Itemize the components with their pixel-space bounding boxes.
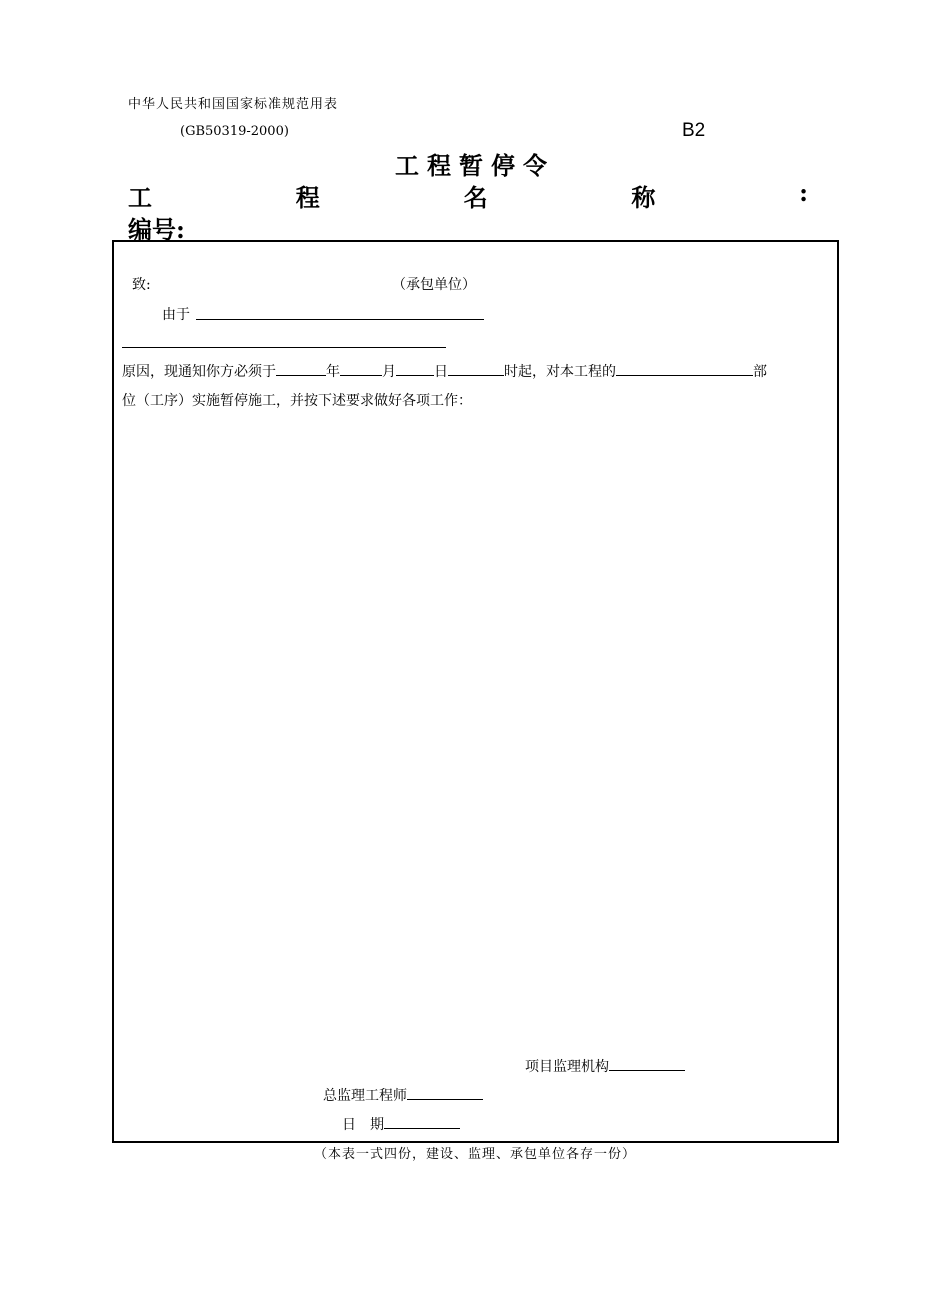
project-name-label <box>128 178 808 213</box>
project-name-char: 名 <box>463 183 488 212</box>
date-label: 日 期 <box>342 1117 384 1133</box>
standard-code: (GB50319-2000) <box>180 124 289 139</box>
due-to-label: 由于 <box>162 307 190 323</box>
date-signature <box>342 1114 460 1134</box>
org-label: 项目监理机构 <box>525 1059 609 1075</box>
work-requirement-text: 位（工序）实施暂停施工，并按下述要求做好各项工作： <box>122 393 472 409</box>
contractor-label: （承包单位） <box>392 277 476 293</box>
time-label: 时起，对本工程的 <box>504 364 616 380</box>
standard-label: 中华人民共和国国家标准规范用表 <box>128 97 339 112</box>
month-field[interactable] <box>340 361 382 376</box>
due-to-field[interactable] <box>196 304 484 320</box>
chief-signature <box>323 1085 483 1105</box>
due-to-field-continued[interactable] <box>122 334 446 348</box>
org-signature-field[interactable] <box>609 1056 685 1071</box>
hour-field[interactable] <box>448 361 504 376</box>
reason-line <box>122 361 767 381</box>
part-field[interactable] <box>616 361 753 376</box>
footer-note: （本表一式四份，建设、监理、承包单位各存一份） <box>313 1147 636 1162</box>
form-title: 工程暂停令 <box>395 151 555 180</box>
form-frame <box>112 240 839 1143</box>
day-label: 日 <box>434 364 448 380</box>
date-field[interactable] <box>384 1114 460 1129</box>
project-name-char: 程 <box>295 183 320 212</box>
project-name-char: : <box>799 178 808 207</box>
year-field[interactable] <box>276 361 326 376</box>
chief-signature-field[interactable] <box>407 1085 483 1100</box>
form-number: B2 <box>682 120 706 141</box>
part-label: 部 <box>753 364 767 380</box>
chief-label: 总监理工程师 <box>323 1088 407 1104</box>
project-name-char: 称 <box>631 183 656 212</box>
month-label: 月 <box>382 364 396 380</box>
reason-prefix: 原因，现通知你方必须于 <box>122 364 276 380</box>
to-label: 致: <box>132 277 151 293</box>
day-field[interactable] <box>396 361 434 376</box>
year-label: 年 <box>326 364 340 380</box>
serial-label: 编号: <box>128 215 185 244</box>
project-name-char: 工 <box>128 183 152 212</box>
org-signature <box>525 1056 685 1076</box>
